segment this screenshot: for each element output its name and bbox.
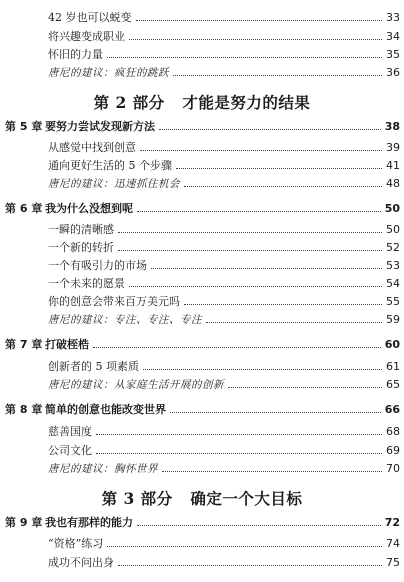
toc-advice-entry[interactable] [48, 310, 400, 328]
dot-leader [170, 412, 381, 413]
page-number: 66 [384, 402, 400, 416]
toc-entry[interactable] [48, 422, 400, 440]
toc-advice-entry[interactable] [48, 63, 400, 81]
dot-leader [162, 471, 382, 472]
dot-leader [173, 75, 382, 76]
entry-title: 一瞬的清晰感 [48, 223, 114, 236]
chapter-title: 简单的创意也能改变世界 [45, 403, 166, 416]
part-title: 才能是努力的结果 [182, 93, 311, 112]
entry-title: 唐尼的建议：疯狂的跳跃 [48, 66, 169, 79]
toc-advice-entry[interactable] [48, 174, 400, 192]
part-label: 第 3 部分 [101, 489, 173, 508]
dot-leader [96, 453, 382, 454]
entry-title: “资格”练习 [48, 537, 104, 550]
page-number: 54 [386, 276, 400, 290]
dot-leader [140, 150, 382, 151]
toc-chapter[interactable] [5, 400, 400, 418]
toc-entry[interactable] [48, 138, 400, 156]
page-number: 75 [386, 555, 400, 569]
chapter-title: 我为什么没想到呢 [45, 202, 133, 215]
dot-leader [151, 268, 382, 269]
entry-title: 一个未来的愿景 [48, 277, 125, 290]
part-label: 第 2 部分 [93, 93, 165, 112]
page-number: 68 [386, 424, 400, 438]
entry-title: 一个有吸引力的市场 [48, 259, 147, 272]
dot-leader [143, 369, 382, 370]
toc-entry[interactable] [48, 553, 400, 571]
toc-entry[interactable] [48, 534, 400, 552]
page-number: 50 [386, 222, 400, 236]
entry-title: 公司文化 [48, 444, 92, 457]
toc-advice-entry[interactable] [48, 459, 400, 477]
page-number: 39 [386, 140, 400, 154]
dot-leader [206, 322, 382, 323]
page-number: 70 [386, 461, 400, 475]
chapter-number: 第 6 章 [5, 202, 43, 215]
entry-title: 成功不问出身 [48, 556, 114, 569]
dot-leader [184, 186, 382, 187]
toc-entry[interactable] [48, 8, 400, 26]
toc-entry[interactable] [48, 27, 400, 45]
dot-leader [137, 211, 381, 212]
entry-title: 唐尼的建议：迅速抓住机会 [48, 177, 180, 190]
part-title: 确定一个大目标 [190, 489, 303, 508]
dot-leader [107, 546, 382, 547]
entry-title: 42 岁也可以蜕变 [48, 11, 132, 24]
chapter-number: 第 5 章 [5, 120, 43, 133]
page-number: 59 [386, 312, 400, 326]
dot-leader [176, 168, 382, 169]
page-number: 65 [386, 377, 400, 391]
chapter-title: 我也有那样的能力 [45, 516, 133, 529]
toc-entry[interactable] [48, 274, 400, 292]
page-number: 72 [384, 515, 400, 529]
dot-leader [93, 347, 381, 348]
toc-entry[interactable] [48, 292, 400, 310]
chapter-number: 第 9 章 [5, 516, 43, 529]
toc-chapter[interactable] [5, 335, 400, 353]
dot-leader [107, 57, 382, 58]
entry-title: 唐尼的建议：专注、专注、专注 [48, 313, 202, 326]
toc-chapter[interactable] [5, 199, 400, 217]
toc-entry[interactable] [48, 441, 400, 459]
part-heading [0, 91, 404, 113]
entry-title: 从感觉中找到创意 [48, 141, 136, 154]
toc-entry[interactable] [48, 238, 400, 256]
dot-leader [129, 286, 382, 287]
page-number: 55 [386, 294, 400, 308]
toc-entry[interactable] [48, 256, 400, 274]
page-number: 60 [384, 337, 400, 351]
dot-leader [228, 387, 382, 388]
chapter-title: 打破桎梏 [45, 338, 89, 351]
toc-entry[interactable] [48, 156, 400, 174]
dot-leader [118, 565, 382, 566]
page-number: 69 [386, 443, 400, 457]
page-number: 53 [386, 258, 400, 272]
page-number: 36 [386, 65, 400, 79]
entry-title: 创新者的 5 项素质 [48, 360, 139, 373]
chapter-title: 要努力尝试发现新方法 [45, 120, 155, 133]
toc-entry[interactable] [48, 45, 400, 63]
page-number: 52 [386, 240, 400, 254]
page-number: 74 [386, 536, 400, 550]
chapter-number: 第 7 章 [5, 338, 43, 351]
page-number: 33 [386, 10, 400, 24]
chapter-number: 第 8 章 [5, 403, 43, 416]
page-number: 34 [386, 29, 400, 43]
page-number: 48 [386, 176, 400, 190]
dot-leader [184, 304, 382, 305]
toc-chapter[interactable] [5, 513, 400, 531]
entry-title: 唐尼的建议：从家庭生活开展的创新 [48, 378, 224, 391]
toc-entry[interactable] [48, 357, 400, 375]
page-number: 35 [386, 47, 400, 61]
entry-title: 将兴趣变成职业 [48, 30, 125, 43]
toc-entry[interactable] [48, 220, 400, 238]
page-number: 50 [384, 201, 400, 215]
entry-title: 唐尼的建议：胸怀世界 [48, 462, 158, 475]
dot-leader [159, 129, 381, 130]
page-number: 41 [386, 158, 400, 172]
entry-title: 怀旧的力量 [48, 48, 103, 61]
entry-title: 通向更好生活的 5 个步骤 [48, 159, 172, 172]
dot-leader [136, 20, 383, 21]
page-number: 38 [384, 119, 400, 133]
page-number: 61 [386, 359, 400, 373]
dot-leader [129, 39, 382, 40]
dot-leader [96, 434, 382, 435]
part-heading [0, 487, 404, 509]
dot-leader [137, 525, 381, 526]
dot-leader [118, 250, 382, 251]
entry-title: 慈善国度 [48, 425, 92, 438]
toc-chapter[interactable] [5, 117, 400, 135]
dot-leader [118, 232, 382, 233]
entry-title: 你的创意会带来百万美元吗 [48, 295, 180, 308]
entry-title: 一个新的转折 [48, 241, 114, 254]
toc-advice-entry[interactable] [48, 375, 400, 393]
